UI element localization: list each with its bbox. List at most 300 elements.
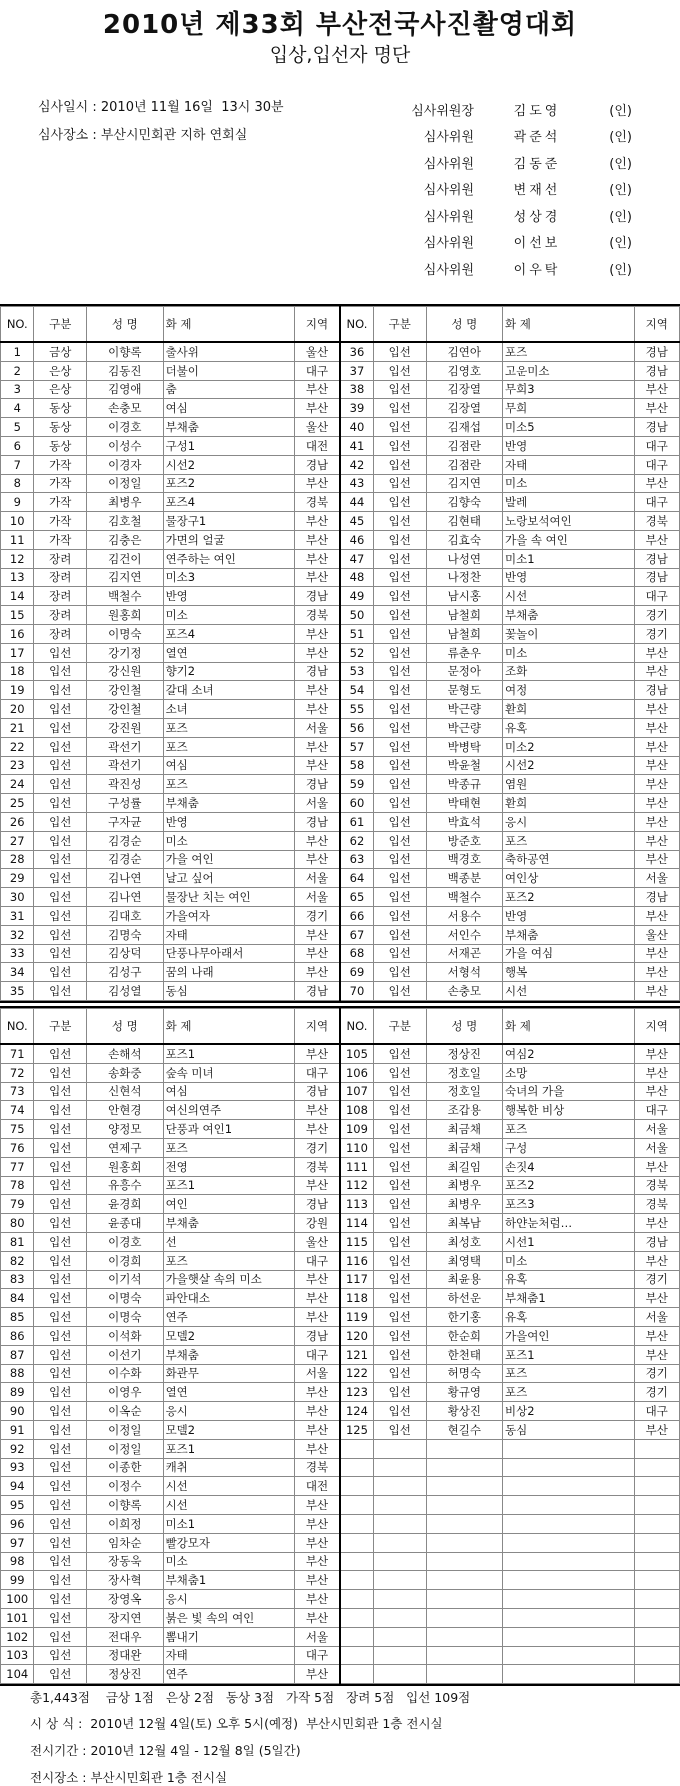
entry-region: 부산	[295, 1308, 340, 1327]
entry-no: 44	[340, 493, 373, 512]
judge-seal: (인)	[609, 236, 632, 252]
entry-grade: 가작	[34, 512, 87, 531]
entry-grade: 입선	[373, 568, 426, 587]
table-row	[1, 587, 680, 606]
judge-name: 곽준석	[513, 130, 561, 146]
entry-no: 14	[1, 587, 34, 606]
entry-title: 붉은 빛 속의 여인	[163, 1608, 294, 1627]
entry-region: 부산	[295, 380, 340, 399]
entry-title: 가면의 얼굴	[163, 530, 294, 549]
entry-title	[503, 1552, 634, 1571]
entry-name: 백철수	[426, 888, 503, 907]
entry-no: 71	[1, 1044, 34, 1063]
entry-grade: 입선	[373, 455, 426, 474]
entry-name: 최영택	[426, 1251, 503, 1270]
entry-no: 80	[1, 1214, 34, 1233]
entry-name: 곽선기	[87, 737, 164, 756]
entry-no: 77	[1, 1157, 34, 1176]
entry-no: 52	[340, 643, 373, 662]
entry-title: 부채춤1	[163, 1571, 294, 1590]
entry-grade: 입선	[373, 1082, 426, 1101]
entry-name: 백경호	[426, 850, 503, 869]
entry-title: 시선	[503, 587, 634, 606]
entry-region: 부산	[295, 530, 340, 549]
entry-no: 98	[1, 1552, 34, 1571]
entry-region: 부산	[295, 1590, 340, 1609]
table-row	[1, 1326, 680, 1345]
entry-title: 시선1	[503, 1232, 634, 1251]
entry-no: 43	[340, 474, 373, 493]
entry-grade: 입선	[34, 1514, 87, 1533]
entry-no: 28	[1, 850, 34, 869]
entry-name: 한기홍	[426, 1308, 503, 1327]
entry-no: 55	[340, 700, 373, 719]
table-row	[1, 399, 680, 418]
entry-no: 118	[340, 1289, 373, 1308]
entry-name: 한순희	[426, 1326, 503, 1345]
judge-role: 심사위원장	[411, 103, 474, 119]
entry-title: 가을햇살 속의 미소	[163, 1270, 294, 1289]
entry-no: 67	[340, 925, 373, 944]
entry-no: 22	[1, 737, 34, 756]
entry-name: 전대우	[87, 1627, 164, 1646]
entry-title: 꿈의 나래	[163, 963, 294, 982]
entry-region: 부산	[634, 794, 679, 813]
entry-region: 서울	[634, 1138, 679, 1157]
header-no: NO.	[1, 307, 34, 343]
entry-no: 24	[1, 775, 34, 794]
entry-grade: 입선	[34, 963, 87, 982]
entry-name	[426, 1533, 503, 1552]
entry-region: 경기	[634, 606, 679, 625]
entry-grade: 장려	[34, 606, 87, 625]
entry-name: 이명숙	[87, 1289, 164, 1308]
entry-no: 123	[340, 1383, 373, 1402]
entry-grade	[373, 1514, 426, 1533]
table-row	[1, 944, 680, 963]
entry-title: 포즈	[163, 1138, 294, 1157]
table-row	[1, 549, 680, 568]
entry-grade: 장려	[34, 587, 87, 606]
table-row	[1, 1063, 680, 1082]
entry-region: 경기	[634, 624, 679, 643]
table-row	[1, 925, 680, 944]
entry-name: 강진원	[87, 718, 164, 737]
entry-region: 부산	[634, 662, 679, 681]
entry-region: 부산	[295, 549, 340, 568]
entry-no: 58	[340, 756, 373, 775]
entry-region: 부산	[634, 963, 679, 982]
judge-seal: (인)	[609, 103, 632, 119]
document-title: 2010년 제33회 부산전국사진촬영대회	[102, 10, 578, 40]
entry-region: 서울	[295, 718, 340, 737]
entry-title: 미소	[163, 606, 294, 625]
entry-region: 부산	[295, 1514, 340, 1533]
entry-no: 105	[340, 1044, 373, 1063]
entry-name: 원홍희	[87, 1157, 164, 1176]
entry-name: 김건이	[87, 549, 164, 568]
entry-name: 김경순	[87, 831, 164, 850]
entry-name: 나정찬	[426, 568, 503, 587]
entry-title: 부채춤	[503, 606, 634, 625]
entry-title: 여심	[163, 1082, 294, 1101]
header-grade: 구분	[373, 307, 426, 343]
entry-grade: 입선	[34, 888, 87, 907]
entry-no	[340, 1608, 373, 1627]
entry-title: 반영	[163, 587, 294, 606]
entry-name: 원홍희	[87, 606, 164, 625]
entry-title: 미소	[163, 831, 294, 850]
entry-no: 106	[340, 1063, 373, 1082]
header-work: 화 제	[503, 307, 634, 343]
entry-grade: 가작	[34, 530, 87, 549]
table-row	[1, 1646, 680, 1665]
entry-name: 윤종대	[87, 1214, 164, 1233]
entry-region: 부산	[295, 1552, 340, 1571]
entry-title: 하얀눈처럼…	[503, 1214, 634, 1233]
header-name: 성 명	[87, 307, 164, 343]
entry-name: 최복남	[426, 1214, 503, 1233]
table-row	[1, 530, 680, 549]
entry-grade: 입선	[373, 399, 426, 418]
entry-grade: 입선	[34, 869, 87, 888]
entry-region: 부산	[295, 737, 340, 756]
entry-title: 빨강모자	[163, 1533, 294, 1552]
entry-no: 90	[1, 1402, 34, 1421]
table-row	[1, 831, 680, 850]
entry-name: 최금채	[426, 1120, 503, 1139]
entry-region: 서울	[295, 869, 340, 888]
judge-row	[374, 202, 674, 229]
entry-grade: 입선	[373, 718, 426, 737]
entry-title: 열연	[163, 643, 294, 662]
entry-region: 부산	[295, 1120, 340, 1139]
entry-title: 반영	[503, 568, 634, 587]
entry-no: 17	[1, 643, 34, 662]
table-row	[1, 1176, 680, 1195]
entry-name: 이수화	[87, 1364, 164, 1383]
entry-grade: 입선	[34, 1289, 87, 1308]
entry-region: 부산	[295, 1496, 340, 1515]
entry-name: 남시홍	[426, 587, 503, 606]
entry-grade: 입선	[373, 982, 426, 1001]
table-row	[1, 361, 680, 380]
table-row	[1, 1270, 680, 1289]
entry-grade: 입선	[373, 530, 426, 549]
entry-title: 포즈1	[503, 1345, 634, 1364]
entry-grade: 입선	[34, 1270, 87, 1289]
entry-grade: 입선	[34, 944, 87, 963]
entry-region: 경남	[634, 568, 679, 587]
entry-name: 하선운	[426, 1289, 503, 1308]
entry-name: 김경순	[87, 850, 164, 869]
judging-place: 심사장소 : 부산시민회관 지하 연회실	[38, 128, 248, 143]
entry-grade: 입선	[34, 1044, 87, 1063]
entry-region: 부산	[295, 1533, 340, 1552]
entry-region: 강원	[295, 1214, 340, 1233]
table-row	[1, 624, 680, 643]
entry-no: 32	[1, 925, 34, 944]
entry-no: 111	[340, 1157, 373, 1176]
entry-title: 반영	[503, 436, 634, 455]
entry-name	[426, 1552, 503, 1571]
entry-region: 부산	[634, 1345, 679, 1364]
entry-title: 미소3	[163, 568, 294, 587]
entry-name	[426, 1590, 503, 1609]
entry-grade: 입선	[34, 1251, 87, 1270]
entry-region	[634, 1458, 679, 1477]
entry-title: 자태	[503, 455, 634, 474]
entry-region: 부산	[295, 1571, 340, 1590]
entry-no: 95	[1, 1496, 34, 1515]
entry-name: 김상덕	[87, 944, 164, 963]
entry-grade: 입선	[34, 1232, 87, 1251]
entry-name: 허명숙	[426, 1364, 503, 1383]
entry-title: 여인상	[503, 869, 634, 888]
entry-no: 3	[1, 380, 34, 399]
entry-grade: 입선	[34, 850, 87, 869]
entry-region: 부산	[634, 718, 679, 737]
entry-region	[634, 1533, 679, 1552]
entry-grade: 입선	[34, 1533, 87, 1552]
entry-region: 대구	[295, 1345, 340, 1364]
entry-grade: 입선	[373, 418, 426, 437]
entry-title: 포즈	[503, 1364, 634, 1383]
entry-grade: 입선	[373, 436, 426, 455]
entry-region: 부산	[634, 1063, 679, 1082]
entry-region: 부산	[295, 1044, 340, 1063]
entry-no: 59	[340, 775, 373, 794]
entry-name: 연제구	[87, 1138, 164, 1157]
entry-grade: 가작	[34, 474, 87, 493]
winners-table-2	[0, 1006, 680, 1686]
entry-no: 29	[1, 869, 34, 888]
entry-name: 유흥수	[87, 1176, 164, 1195]
table-row	[1, 700, 680, 719]
entry-title: 전영	[163, 1157, 294, 1176]
entry-grade: 입선	[373, 1383, 426, 1402]
entry-grade: 입선	[373, 474, 426, 493]
entry-grade: 장려	[34, 549, 87, 568]
entry-name: 손해석	[87, 1044, 164, 1063]
entry-region: 경남	[634, 361, 679, 380]
entry-grade: 입선	[373, 1176, 426, 1195]
entry-title: 파안대소	[163, 1289, 294, 1308]
judge-role: 심사위원	[423, 130, 474, 146]
entry-region: 경북	[295, 606, 340, 625]
entry-no: 79	[1, 1195, 34, 1214]
entry-no: 82	[1, 1251, 34, 1270]
entry-region: 부산	[295, 1101, 340, 1120]
header-work: 화 제	[163, 1009, 294, 1045]
entry-region: 부산	[634, 1420, 679, 1439]
entry-name: 최병우	[426, 1195, 503, 1214]
winners-table-1	[0, 304, 680, 1003]
entry-no: 53	[340, 662, 373, 681]
entry-grade: 입선	[373, 1308, 426, 1327]
table-row	[1, 1044, 680, 1063]
entry-grade: 입선	[373, 549, 426, 568]
entry-region	[634, 1665, 679, 1684]
entry-name: 현길수	[426, 1420, 503, 1439]
entry-region: 서울	[634, 1120, 679, 1139]
summary-line: 총1,443점 금상 1점 은상 2점 동상 3점 가작 5점 장려 5점 입선 109점	[30, 1690, 471, 1705]
entry-grade: 입선	[34, 1571, 87, 1590]
entry-region: 부산	[634, 1289, 679, 1308]
entry-region: 부산	[295, 1270, 340, 1289]
entry-region: 부산	[295, 1383, 340, 1402]
entry-title: 포즈2	[503, 888, 634, 907]
table-row	[1, 474, 680, 493]
entry-no: 116	[340, 1251, 373, 1270]
entry-name: 김점란	[426, 436, 503, 455]
entry-title: 연주하는 여인	[163, 549, 294, 568]
entry-name: 방준호	[426, 831, 503, 850]
entry-no: 34	[1, 963, 34, 982]
entry-no: 115	[340, 1232, 373, 1251]
entry-name	[426, 1646, 503, 1665]
header-name: 성 명	[426, 307, 503, 343]
entry-grade: 입선	[373, 624, 426, 643]
entry-grade: 입선	[34, 775, 87, 794]
entry-title: 미소2	[503, 737, 634, 756]
entry-title: 응시	[163, 1402, 294, 1421]
table-row	[1, 982, 680, 1001]
entry-grade: 입선	[373, 906, 426, 925]
entry-region: 부산	[295, 399, 340, 418]
table-row	[1, 1608, 680, 1627]
entry-title: 유혹	[503, 718, 634, 737]
entry-name: 송화중	[87, 1063, 164, 1082]
entry-name: 최길임	[426, 1157, 503, 1176]
entry-grade: 입선	[373, 1364, 426, 1383]
entry-no: 124	[340, 1402, 373, 1421]
entry-no: 76	[1, 1138, 34, 1157]
entry-no: 87	[1, 1345, 34, 1364]
header-region: 지역	[295, 1009, 340, 1045]
entry-no: 78	[1, 1176, 34, 1195]
entry-no: 7	[1, 455, 34, 474]
table-row	[1, 1439, 680, 1458]
entry-region: 서울	[634, 1308, 679, 1327]
entry-region: 대구	[295, 1646, 340, 1665]
entry-no	[340, 1590, 373, 1609]
entry-name: 남철희	[426, 606, 503, 625]
entry-no: 37	[340, 361, 373, 380]
entry-grade	[373, 1533, 426, 1552]
entry-title: 여정	[503, 681, 634, 700]
entry-name: 정호일	[426, 1063, 503, 1082]
entry-no: 1	[1, 342, 34, 361]
entry-name: 이석화	[87, 1326, 164, 1345]
entry-name: 장지연	[87, 1608, 164, 1627]
entry-no: 25	[1, 794, 34, 813]
entry-grade: 입선	[373, 1157, 426, 1176]
entry-grade: 입선	[373, 1195, 426, 1214]
entry-title: 유혹	[503, 1308, 634, 1327]
entry-region: 경북	[295, 1157, 340, 1176]
table-row	[1, 418, 680, 437]
entry-region: 경남	[634, 342, 679, 361]
entry-no: 51	[340, 624, 373, 643]
table-row	[1, 1477, 680, 1496]
entry-grade: 입선	[34, 737, 87, 756]
entry-no	[340, 1477, 373, 1496]
entry-name: 강인철	[87, 681, 164, 700]
entry-no: 83	[1, 1270, 34, 1289]
entry-title	[503, 1590, 634, 1609]
entry-no: 84	[1, 1289, 34, 1308]
entry-name: 강기정	[87, 643, 164, 662]
entry-region: 경북	[634, 1195, 679, 1214]
entry-title: 자태	[163, 1646, 294, 1665]
entry-region: 부산	[634, 1157, 679, 1176]
entry-no: 100	[1, 1590, 34, 1609]
table-row	[1, 1157, 680, 1176]
entry-name: 이기석	[87, 1270, 164, 1289]
entry-title: 구성	[503, 1138, 634, 1157]
entry-region: 경남	[295, 662, 340, 681]
judge-name: 김도영	[513, 103, 561, 119]
entry-title: 여심2	[503, 1044, 634, 1063]
entry-no: 65	[340, 888, 373, 907]
entry-region: 울산	[634, 925, 679, 944]
entry-region: 경기	[295, 906, 340, 925]
entry-grade: 입선	[34, 1063, 87, 1082]
entry-region: 경남	[634, 1232, 679, 1251]
entry-name: 김효숙	[426, 530, 503, 549]
table-row	[1, 1533, 680, 1552]
entry-title: 가을여인	[503, 1326, 634, 1345]
entry-title: 시선	[503, 982, 634, 1001]
table-row	[1, 1082, 680, 1101]
entry-title: 부채춤	[503, 925, 634, 944]
entry-region	[634, 1590, 679, 1609]
judges-list	[374, 96, 674, 282]
entry-region: 경북	[295, 493, 340, 512]
judge-role: 심사위원	[423, 262, 474, 278]
entry-grade: 입선	[373, 1063, 426, 1082]
entry-region: 부산	[634, 756, 679, 775]
entry-name: 김영호	[426, 361, 503, 380]
entry-title: 소녀	[163, 700, 294, 719]
entry-no: 86	[1, 1326, 34, 1345]
entry-no: 102	[1, 1627, 34, 1646]
entry-no: 4	[1, 399, 34, 418]
entry-no: 108	[340, 1101, 373, 1120]
judge-row	[374, 149, 674, 176]
entry-region: 울산	[295, 1232, 340, 1251]
table-row	[1, 643, 680, 662]
entry-region: 경남	[295, 982, 340, 1001]
entry-no: 93	[1, 1458, 34, 1477]
entry-no: 26	[1, 812, 34, 831]
entry-grade: 입선	[34, 1345, 87, 1364]
entry-title: 동심	[503, 1420, 634, 1439]
entry-grade: 입선	[373, 1289, 426, 1308]
table-row	[1, 380, 680, 399]
entry-region: 경남	[295, 1195, 340, 1214]
entry-region: 부산	[295, 944, 340, 963]
entry-no: 72	[1, 1063, 34, 1082]
entry-no	[340, 1665, 373, 1684]
entry-name: 김영애	[87, 380, 164, 399]
entry-title: 여심	[163, 399, 294, 418]
entry-name: 정상진	[87, 1665, 164, 1684]
entry-region: 부산	[634, 1251, 679, 1270]
header-name: 성 명	[426, 1009, 503, 1045]
entry-title: 향기2	[163, 662, 294, 681]
